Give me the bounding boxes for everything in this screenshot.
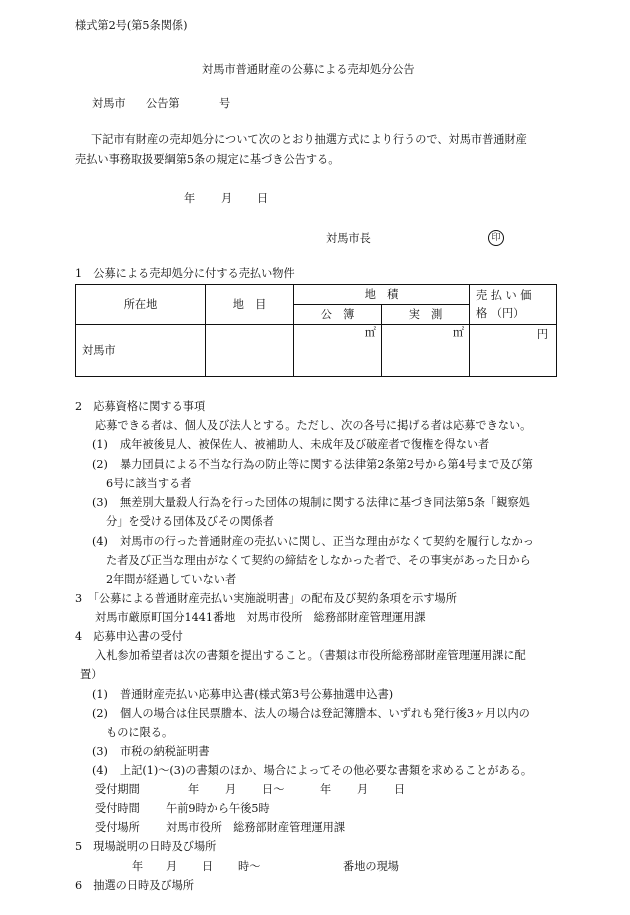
section-2-heading: 2 応募資格に関する事項 xyxy=(75,400,206,413)
notice-title: 対馬市普通財産の公募による売却処分公告 xyxy=(202,63,415,76)
qualification-cont-4a: た者及び正当な理由がなくて契約の締結をしなかった者で、その事実があった日から xyxy=(106,554,531,567)
header-area: 地 積 xyxy=(294,285,470,305)
cell-location: 対馬市 xyxy=(76,325,206,377)
section-3-heading: 3 「公募による普通財産売払い実施説明書」の配布及び契約条項を示す場所 xyxy=(75,592,457,605)
hours-label: 受付時間 xyxy=(95,802,140,815)
place-value: 対馬市役所 総務部財産管理運用課 xyxy=(166,821,346,834)
period-year-2: 年 xyxy=(320,783,332,796)
signer-name: 対馬市長 xyxy=(326,232,371,245)
period-day-2: 日 xyxy=(394,783,406,796)
form-label: 様式第2号(第5条関係) xyxy=(75,19,188,32)
cell-area-actual: ㎡ xyxy=(382,325,470,377)
notice-city: 対馬市 xyxy=(92,97,126,110)
header-area-actual: 実 測 xyxy=(382,305,470,325)
section-4-lead-2: 置） xyxy=(80,668,103,681)
site-year: 年 xyxy=(132,860,144,873)
intro-line-2: 売払い事務取扱要綱第5条の規定に基づき公告する。 xyxy=(75,153,340,166)
date-day: 日 xyxy=(257,192,269,205)
header-area-official: 公 簿 xyxy=(294,305,382,325)
document-text-1: 普通財産売払い応募申込書(様式第3号公募抽選申込書) xyxy=(120,688,394,701)
section-2-lead: 応募できる者は、個人及び法人とする。ただし、次の各号に掲げる者は応募できない。 xyxy=(95,419,532,432)
section-1-heading: 1 公募による売却処分に付する売払い物件 xyxy=(75,267,295,280)
document-num-3: (3) xyxy=(92,745,108,758)
header-price xyxy=(470,285,557,325)
document-text-3: 市税の納税証明書 xyxy=(120,745,210,758)
document-num-4: (4) xyxy=(92,764,108,777)
document-text-4: 上記(1)～(3)の書類のほか、場合によってその他必要な書類を求めることがある。 xyxy=(120,764,533,777)
qualification-cont-3: 分」を受ける団体及びその関係者 xyxy=(106,515,274,528)
header-location: 所在地 xyxy=(76,285,206,325)
document-text-2: 個人の場合は住民票謄本、法人の場合は登記簿謄本、いずれも発行後3ヶ月以内の xyxy=(120,707,530,720)
document-num-1: (1) xyxy=(92,688,108,701)
qualification-text-3: 無差別大量殺人行為を行った団体の規制に関する法律に基づき同法第5条「観察処 xyxy=(120,496,530,509)
period-day-1: 日～ xyxy=(262,783,285,796)
qualification-text-1: 成年被後見人、被保佐人、被補助人、未成年及び破産者で復権を得ない者 xyxy=(120,438,490,451)
qualification-cont-2: 6号に該当する者 xyxy=(106,477,192,490)
site-month: 月 xyxy=(166,860,178,873)
document-cont-2: ものに限る。 xyxy=(106,726,174,739)
period-label: 受付期間 xyxy=(95,783,140,796)
section-5-heading: 5 現場説明の日時及び場所 xyxy=(75,840,217,853)
property-table xyxy=(75,284,557,377)
qualification-num-1: (1) xyxy=(92,438,108,451)
qualification-num-2: (2) xyxy=(92,458,108,471)
table-row xyxy=(76,325,557,377)
period-year-1: 年 xyxy=(188,783,200,796)
qualification-cont-4b: 2年間が経過していない者 xyxy=(106,573,237,586)
qualification-text-2: 暴力団員による不当な行為の防止等に関する法律第2条第2号から第4号まで及び第 xyxy=(120,458,533,471)
section-3-line: 対馬市厳原町国分1441番地 対馬市役所 総務部財産管理運用課 xyxy=(95,611,426,624)
qualification-num-3: (3) xyxy=(92,496,108,509)
period-month-2: 月 xyxy=(357,783,369,796)
date-month: 月 xyxy=(221,192,233,205)
qualification-num-4: (4) xyxy=(92,535,108,548)
seal-mark: 印 xyxy=(488,230,504,246)
site-day: 日 xyxy=(202,860,214,873)
section-4-heading: 4 応募申込書の受付 xyxy=(75,630,183,643)
cell-area-official: ㎡ xyxy=(294,325,382,377)
header-price-line-1: 売 払 い 価 xyxy=(476,289,532,303)
header-price-line-2: 格 （円） xyxy=(476,306,525,320)
cell-category xyxy=(206,325,294,377)
date-year: 年 xyxy=(184,192,196,205)
notice-prefix: 公告第 xyxy=(146,97,180,110)
place-label: 受付場所 xyxy=(95,821,140,834)
qualification-text-4: 対馬市の行った普通財産の売払いに関し、正当な理由がなくて契約を履行しなかっ xyxy=(120,535,534,548)
period-month-1: 月 xyxy=(225,783,237,796)
document-num-2: (2) xyxy=(92,707,108,720)
cell-price: 円 xyxy=(470,325,557,377)
intro-line-1: 下記市有財産の売却処分について次のとおり抽選方式により行うので、対馬市普通財産 xyxy=(91,133,527,146)
site-place: 番地の現場 xyxy=(343,860,399,873)
section-4-lead-1: 入札参加希望者は次の書類を提出すること。（書類は市役所総務部財産管理運用課に配 xyxy=(95,649,526,662)
notice-suffix: 号 xyxy=(219,97,231,110)
hours-value: 午前9時から午後5時 xyxy=(166,802,270,815)
section-6-heading: 6 抽選の日時及び場所 xyxy=(75,879,194,892)
header-category: 地 目 xyxy=(206,285,294,325)
site-time: 時～ xyxy=(238,860,261,873)
